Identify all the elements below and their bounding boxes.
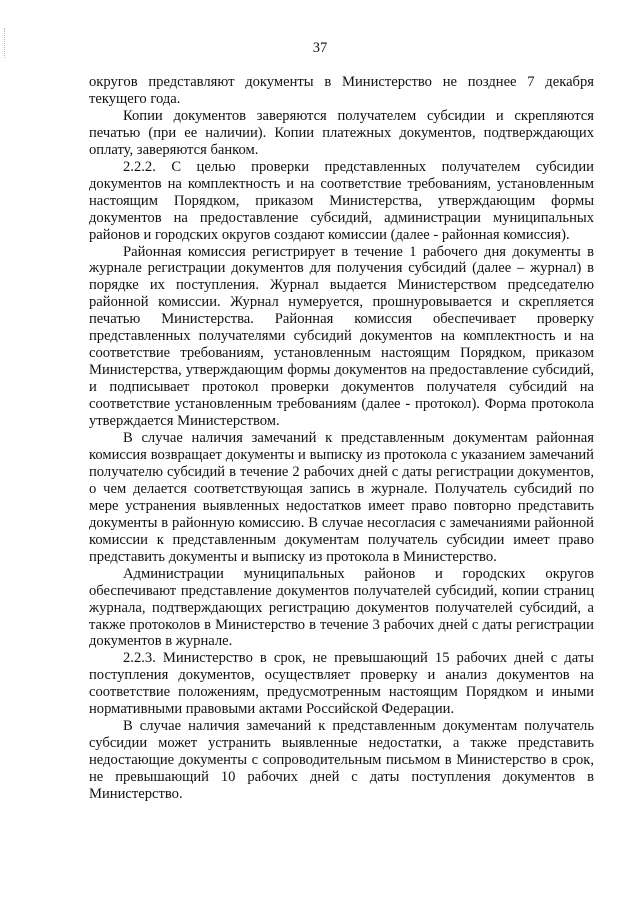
paragraph-2-2-3: 2.2.3. Министерство в срок, не превышающий 15 рабочих дней с даты поступления документов, осуществляет проверку и анализ документов на соответствие положениям, предусмотренным настоящим Порядком и иными нормативными правовыми актами Российской Федерации. xyxy=(89,650,594,718)
paragraph-district-commission: Районная комиссия регистрирует в течение 1 рабочего дня документы в журнале регистрации документов для получения субсидий (далее – журнал) в порядке их поступления. Журнал выдается Министерством председателю районной комиссии. Журнал нумеруется, прошнуровывается и скрепляется печатью Министерства. Районная комиссия обеспечивает проверку представленных получателями субсидий документов на комплектность и на соответствие требованиям, установленным настоящим Порядком, приказом Министерства, утверждающим формы документов на предоставление субсидий, и подписывает протокол проверки документов получателя субсидий на соответствие установленным требованиям (далее - протокол). Форма протокола утверждается Министерством. xyxy=(89,243,594,430)
paragraph-administrations: Администрации муниципальных районов и городских округов обеспечивают представление документов получателей субсидий, копии страниц журнала, подтверждающих регистрацию документов получателей субсидий, а также протоколов в Министерство в течение 3 рабочих дней с даты регистрации документов в журнале. xyxy=(89,565,594,650)
paragraph-remarks-return: В случае наличия замечаний к представленным документам районная комиссия возвращает документы и выписку из протокола с указанием замечаний получателю субсидий в течение 2 рабочих дней с даты регистрации документов, о чем делается соответствующая запись в журнале. Получатель субсидий по мере устранения выявленных недостатков имеет право повторно представить документы в районную комиссию. В случае несогласия с замечаниями районной комиссии к представленным документам получатель субсидии имеет право представить документы и выписку из протокола в Министерство. xyxy=(89,430,594,565)
paragraph-ministry-remarks: В случае наличия замечаний к представленным документам получатель субсидии может устранить выявленные недостатки, а также представить недостающие документы с сопроводительным письмом в Министерство в срок, не превышающий 10 рабочих дней с даты поступления документов в Министерство. xyxy=(89,718,594,803)
document-body xyxy=(89,74,594,803)
paragraph-copies-certification: Копии документов заверяются получателем субсидии и скрепляются печатью (при ее наличии). Копии платежных документов, подтверждающих оплату, заверяются банком. xyxy=(89,107,594,158)
paragraph-2-2-2: 2.2.2. С целью проверки представленных получателем субсидии документов на комплектность и на соответствие требованиям, установленным настоящим Порядком, приказом Министерства, утверждающим формы документов на предоставление субсидий, администрации муниципальных районов и городских округов создают комиссии (далее - районная комиссия). xyxy=(89,158,594,243)
paragraph-continuation: округов представляют документы в Министерство не позднее 7 декабря текущего года. xyxy=(89,74,594,107)
page-number: 37 xyxy=(312,40,328,56)
